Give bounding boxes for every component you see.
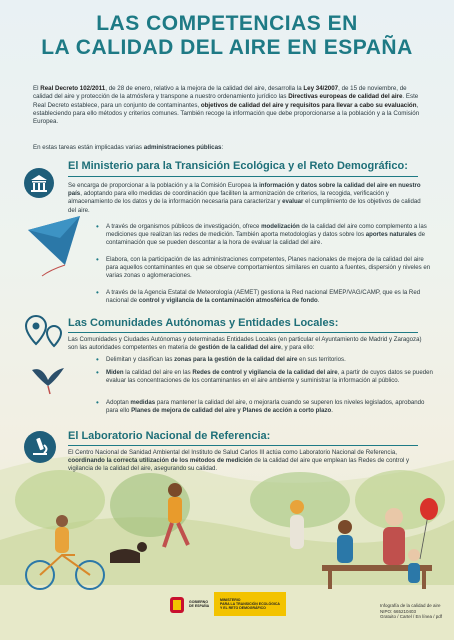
section-divider (68, 445, 418, 446)
regions-bullet-3: • Adoptan medidas para mantener la calidad del aire, o mejorarla cuando se superen los niveles legislados, aprobando para ello Planes de mejora de calidad del aire y Planes de acción a corto plazo. (96, 399, 434, 415)
title-line-1: LAS COMPETENCIAS EN (96, 12, 358, 35)
section-ministry-title: El Ministerio para la Transición Ecológica y el Reto Demográfico: (68, 160, 408, 172)
ministry-label-line-1: MINISTERIO (220, 597, 241, 602)
involved-text: En estas tareas están implicadas varias administraciones públicas: (33, 144, 224, 151)
regions-bullet-1: • Delimitan y clasifican las zonas para la gestión de la calidad del aire en sus territorios. (96, 356, 434, 364)
ministry-label-line-2: PARA LA TRANSICIÓN ECOLÓGICA (220, 601, 280, 606)
footer-line-2: NIPO: 665210403 (379, 608, 416, 614)
intro-paragraph: El Real Decreto 102/2011, de 28 de enero, relativo a la mejora de la calidad del aire, desarrolla la Ley 34/2007, de 15 de noviembre, de calidad del aire y protección de la atmósfera y transpone a nuestro ordenamiento jurídico las Directivas europeas de calidad del aire. Este Real Decreto establece, para un conjunto de contaminantes, objetivos de calidad del aire y requisitos para llevar a cabo su evaluación, estableciendo para ello métodos y criterios comunes. También recoge la información que debe proporcionarse a la población y a la Comisión Europea. (33, 85, 420, 126)
kite-illustration (20, 210, 95, 280)
ministry-paragraph: Se encarga de proporcionar a la población y a la Comisión Europea la información y datos sobre la calidad del aire en nuestro país, adoptando para ello medidas de coordinación que faciliten la armonización de criterios, la recogida, verificación y almacenamiento de los datos y de la información necesaria para caracterizar y evaluar el cumplimiento de los objetivos de calidad del aire. (68, 182, 421, 214)
section-laboratory-title: El Laboratorio Nacional de Referencia: (68, 430, 271, 442)
government-label-line-1: GOBIERNO (189, 599, 209, 604)
footer-credits (380, 603, 442, 620)
footer-line-3: Gratuito / Cartel / En línea / pdf (379, 614, 442, 620)
ministry-bullet-3: • A través de la Agencia Estatal de Meteorología (AEMET) gestiona la Red nacional EMEP/VAG/CAMP, que es la Red nacional de control y vigilancia de la contaminación atmosférica de fondo. (96, 289, 434, 305)
coat-of-arms-icon (168, 593, 186, 615)
footer-line-1: Infografía de la calidad de aire (379, 603, 441, 608)
ministry-label-line-3: Y EL RETO DEMOGRÁFICO (220, 606, 266, 611)
government-logo (168, 592, 209, 616)
regions-bullet-2: • Miden la calidad del aire en las Redes de control y vigilancia de la calidad del aire, a partir de cuyos datos se pueden evaluar las concentraciones de los contaminantes en el aire ambiente y suministrar la información al público. (96, 369, 434, 385)
ministry-logo (214, 592, 286, 616)
ministry-bullet-1: • A través de organismos públicos de investigación, ofrece modelización de la calidad del aire como complemento a las mediciones que realizan las redes de medición. También aporta metodologías y datos sobre los aportes naturales de contaminación que se pueden descontar a la hora de evaluar la calidad del aire. (96, 223, 434, 248)
section-divider (68, 176, 418, 177)
ministry-bullet-2: • Elabora, con la participación de las administraciones competentes, Planes nacionales de mejora de la calidad del aire para aquellos contaminantes en que se observe comportamientos similares en cuanto a fuentes, dispersión y niveles en varias zonas o aglomeraciones. (96, 256, 434, 281)
regions-paragraph: Las Comunidades y Ciudades Autónomas y determinadas Entidades Locales (en particular el Ayuntamiento de Madrid y Zaragoza) son las autoridades competentes en materia de gestión de la calidad del aire, y para ello: (68, 336, 422, 352)
people-scene-illustration (0, 475, 454, 595)
government-building-icon (24, 168, 54, 198)
bird-illustration (28, 362, 68, 398)
government-label-line-2: DE ESPAÑA (189, 604, 210, 608)
section-regions-title: Las Comunidades Autónomas y Entidades Locales: (68, 317, 339, 329)
laboratory-paragraph: El Centro Nacional de Sanidad Ambiental del Instituto de Salud Carlos III actúa como Laboratorio Nacional de Referencia, coordinando la correcta utilización de los métodos de medición de la calidad del aire que emplean las Redes de control y vigilancia de la calidad del aire, asegurando su calidad. (68, 449, 410, 473)
microscope-icon (24, 431, 56, 463)
location-pin-icon (18, 312, 68, 357)
title-line-2: LA CALIDAD DEL AIRE EN ESPAÑA (41, 36, 413, 59)
section-divider (68, 332, 418, 333)
